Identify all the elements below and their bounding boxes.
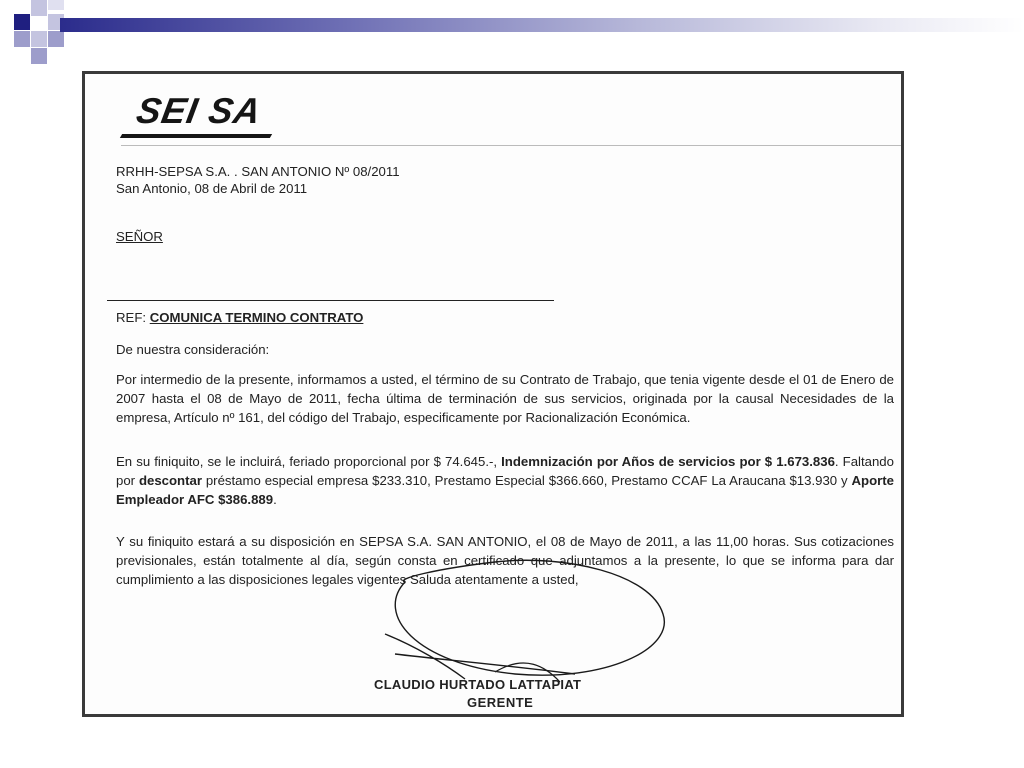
decor-square	[31, 48, 47, 64]
paragraph-availability: Y su finiquito estará a su disposición en SEPSA S.A. SAN ANTONIO, el 08 de Mayo de 2011, a las 11,00 horas. Sus cotizaciones previsionales, están totalmente al día, según consta en certificado que adjuntamos a la presente, lo que se informa para dar cumplimiento a las disposiciones legales vigentes Saluda atentamente a usted,	[116, 534, 894, 587]
logo-text: SEI SA	[133, 90, 265, 131]
settlement-text-1: En su finiquito, se le incluirá, feriado proporcional por $ 74.645.-,	[116, 454, 502, 469]
handwritten-signature	[375, 554, 675, 694]
logo-underline	[120, 134, 272, 138]
ref-prefix: REF:	[116, 310, 147, 325]
reference-number: RRHH-SEPSA S.A. . SAN ANTONIO Nº 08/2011	[116, 164, 400, 179]
decor-square	[48, 0, 64, 10]
greeting: De nuestra consideración:	[116, 342, 270, 357]
reference-line	[116, 310, 363, 325]
settlement-bold-3: Aporte Empleador AFC $386.889	[116, 473, 894, 507]
settlement-bold-2: descontar	[138, 473, 202, 488]
paragraph-termination: Por intermedio de la presente, informamos a usted, el término de su Contrato de Trabajo, que tenia vigente desde el 01 de Enero de 2007 hasta el 08 de Mayo de 2011, fecha última de terminación de sus servicios, originada por la causal Necesidades de la empresa, Artículo nº 161, del código del Trabajo, especificamente por Racionalización Económica.	[116, 372, 894, 425]
ref-subject: COMUNICA TERMINO CONTRATO	[149, 310, 364, 325]
signer-name: CLAUDIO HURTADO LATTAPIAT	[374, 677, 582, 692]
scanned-letter	[82, 71, 904, 717]
signer-title: GERENTE	[467, 695, 534, 710]
settlement-text-4: .	[273, 492, 277, 507]
decor-square	[31, 0, 47, 16]
settlement-bold-1: Indemnización por Años de servicios por $ 1.673.836	[501, 454, 835, 469]
settlement-text-2: . Faltando por	[116, 454, 894, 488]
company-logo	[121, 88, 291, 140]
reference-divider	[107, 300, 554, 301]
paragraph-settlement	[116, 452, 894, 509]
decor-square	[14, 14, 30, 30]
decor-square	[48, 31, 64, 47]
decor-square	[14, 31, 30, 47]
slide-header-bar	[60, 18, 1024, 32]
header-rule	[121, 145, 901, 146]
addressee: SEÑOR	[116, 229, 163, 244]
settlement-text-3: préstamo especial empresa $233.310, Prestamo Especial $366.660, Prestamo CCAF La Araucana $13.930 y	[201, 473, 852, 488]
decor-square	[31, 31, 47, 47]
date-line: San Antonio, 08 de Abril de 2011	[116, 181, 308, 196]
